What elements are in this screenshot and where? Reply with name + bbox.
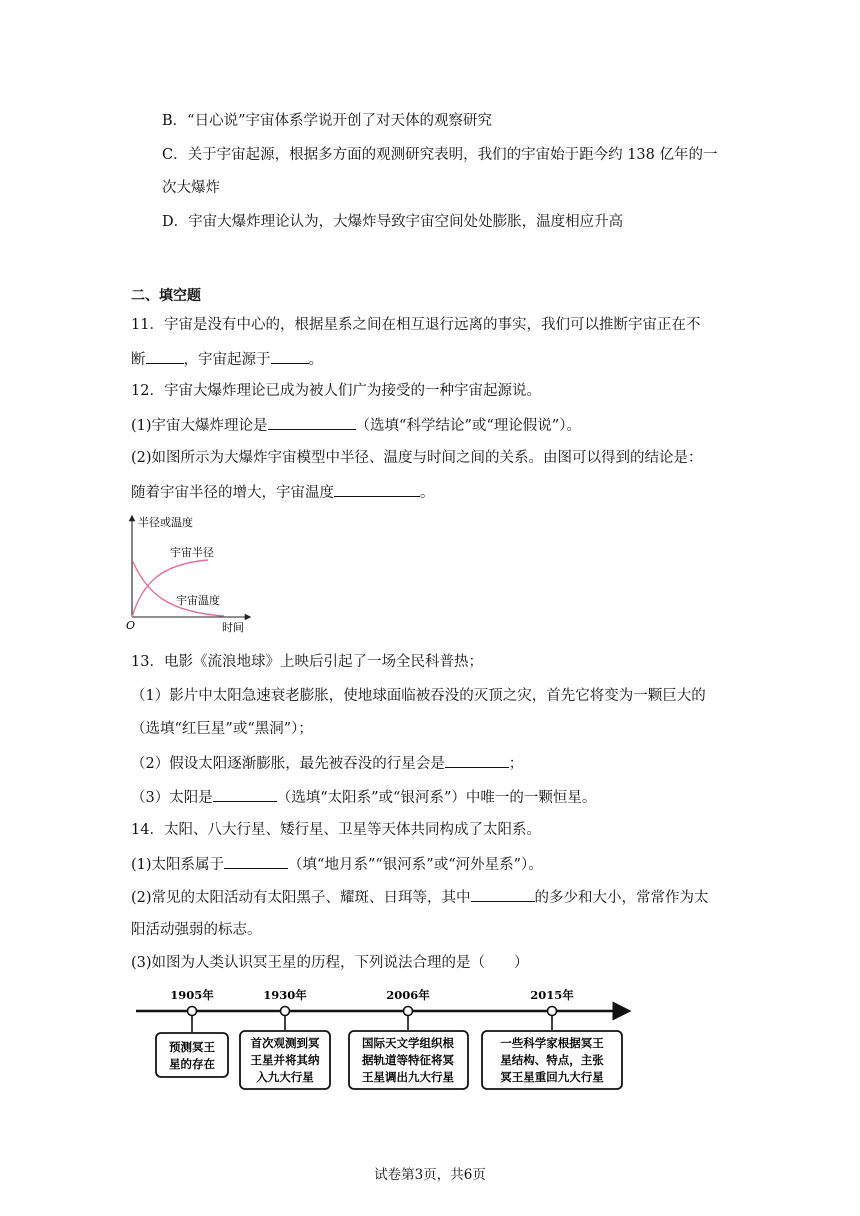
q12-part2: (2)如图所示为大爆炸宇宙模型中半径、温度与时间之间的关系。由图可以得到的结论是： [131,450,703,466]
event-2015-line1: 一些科学家根据冥王 [500,1036,604,1050]
q12-blank1[interactable] [268,414,356,430]
event-2006-line3: 王星调出九大行星 [362,1070,454,1084]
q12-blank2[interactable] [334,481,420,497]
year-1930: 1930年 [263,988,307,1002]
temperature-curve-label: 宇宙温度 [176,594,220,607]
q13-part1-line2: （选填“红巨星”或“黑洞”）； [131,721,313,737]
event-1905-line2: 星的存在 [169,1057,215,1071]
q13-blank2[interactable] [445,752,509,768]
radius-curve [132,560,208,617]
option-d: D．宇宙大爆炸理论认为，大爆炸导致宇宙空间处处膨胀，温度相应升高 [162,214,624,230]
q11-blank2[interactable] [271,348,309,364]
event-2015-line3: 冥王星重回九大行星 [500,1070,604,1084]
event-1930-line1: 首次观测到冥 [250,1036,320,1050]
year-2015: 2015年 [530,988,574,1002]
temperature-curve [133,562,224,616]
q14-part1: (1)太阳系属于 （填“地月系”“银河系”或“河外星系”）。 [131,853,543,875]
event-1905-line1: 预测冥王 [169,1040,215,1054]
q14-part2: (2)常见的太阳活动有太阳黑子、耀斑、日珥等，其中 的多少和大小，常常作为太 [131,886,709,908]
marker-2015 [548,1007,557,1016]
event-1930-line2: 王星并将其纳 [250,1053,320,1067]
page-footer: 试卷第3页，共6页 [374,1167,486,1183]
section-title: 二、填空题 [131,288,201,304]
q13-part1-line1: （1）影片中太阳急速衰老膨胀，使地球面临被吞没的灭顶之灾，首先它将变为一颗巨大的 [131,688,706,704]
y-axis-label: 半径或温度 [138,516,193,529]
q14-part3: (3)如图为人类认识冥王星的历程，下列说法合理的是（ ） [131,955,529,971]
q13-intro: 13．电影《流浪地球》上映后引起了一场全民科普热； [131,654,483,670]
q14-part2-cont: 阳活动强弱的标志。 [131,922,262,938]
x-axis-label: 时间 [222,621,244,634]
event-2006-line2: 据轨道等特征将冥 [362,1053,454,1067]
q13-part2: （2）假设太阳逐渐膨胀，最先被吞没的行星会是 ； [131,752,523,774]
q14-blank2[interactable] [471,886,535,902]
year-2006: 2006年 [386,988,430,1002]
event-2015-line2: 星结构、特点，主张 [500,1053,604,1067]
marker-2006 [404,1007,413,1016]
q14-blank1[interactable] [224,853,288,869]
q12-intro: 12．宇宙大爆炸理论已成为被人们广为接受的一种宇宙起源说。 [131,383,541,399]
marker-1905 [188,1007,197,1016]
year-1905: 1905年 [170,988,214,1002]
marker-1930 [281,1007,290,1016]
q14-intro: 14．太阳、八大行星、矮行星、卫星等天体共同构成了太阳系。 [131,822,541,838]
event-1930-line3: 入九大行星 [256,1070,314,1084]
radius-curve-label: 宇宙半径 [170,546,214,559]
q12-part3: 随着宇宙半径的增大，宇宙温度 。 [131,481,435,503]
q12-part1: (1)宇宙大爆炸理论是 （选填“科学结论”或“理论假说”）。 [131,414,581,436]
event-2006-line1: 国际天文学组织根 [362,1036,454,1050]
radius-temperature-graph [124,514,254,636]
pluto-timeline [134,984,634,1096]
q11-blank1[interactable] [146,348,184,364]
q13-blank3[interactable] [213,786,277,802]
option-c-line1: C．关于宇宙起源，根据多方面的观测研究表明，我们的宇宙始于距今约 138 亿年的一 [162,147,718,163]
q11-line1: 11．宇宙是没有中心的，根据星系之间在相互退行远离的事实，我们可以推断宇宙正在不 [131,317,701,333]
q11-line2: 断 ，宇宙起源于 。 [131,348,323,370]
option-b: B．“日心说”宇宙体系学说开创了对天体的观察研究 [162,113,492,129]
q13-part3: （3）太阳是 （选填“太阳系”或“银河系”）中唯一的一颗恒星。 [131,786,596,808]
origin-label: O [126,619,136,632]
option-c-line2: 次大爆炸 [162,180,220,196]
